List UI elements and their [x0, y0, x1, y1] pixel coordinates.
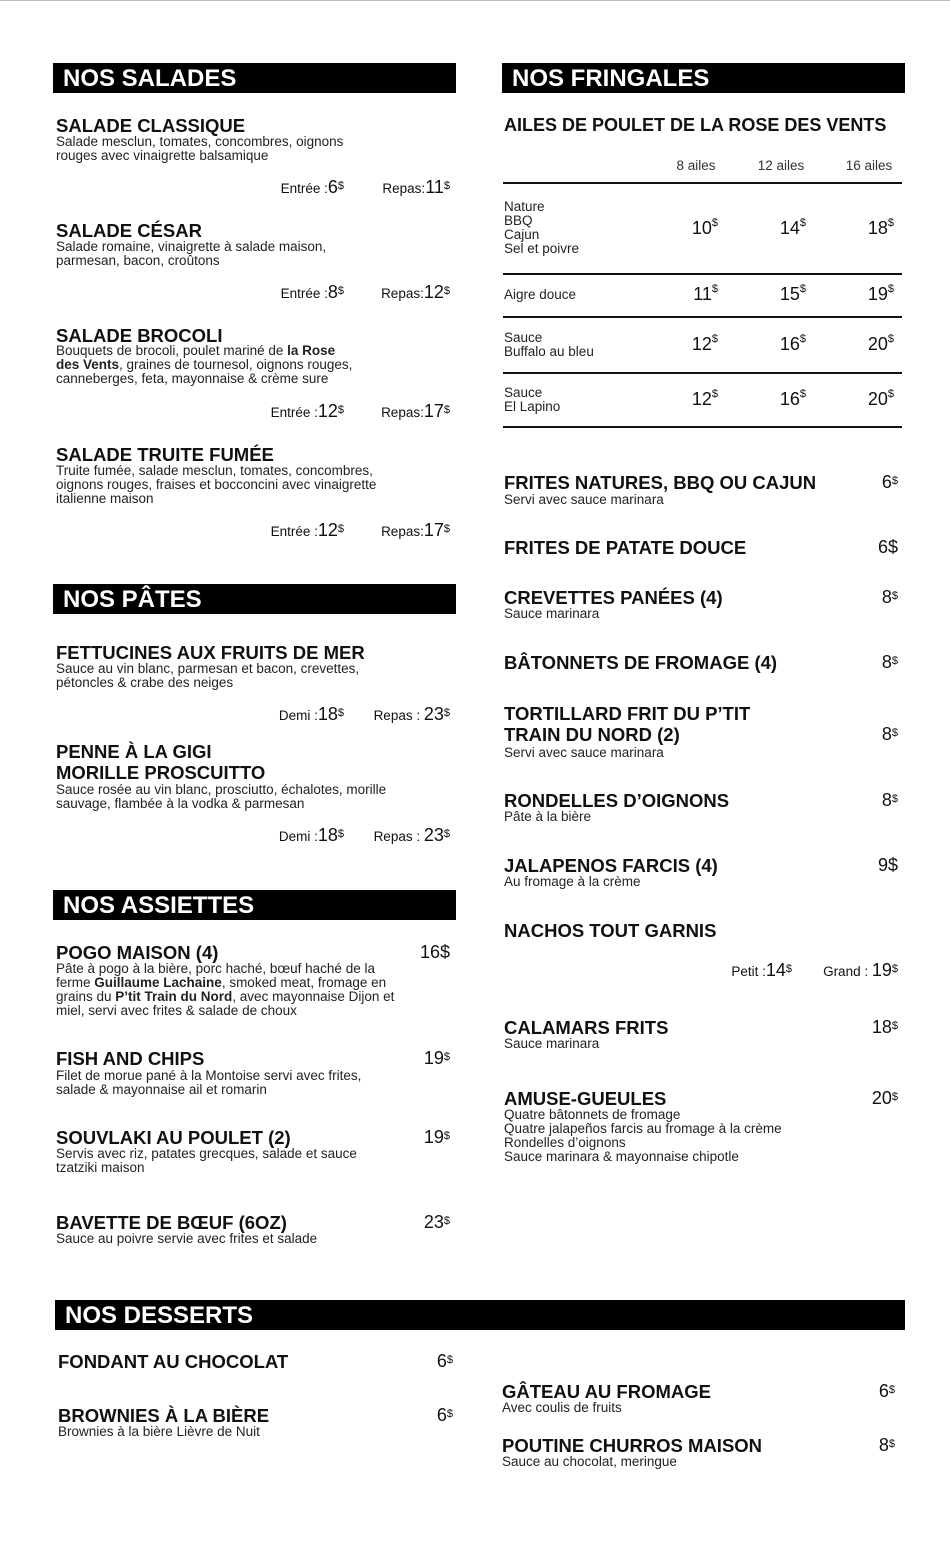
price-repas-salade-classique: Repas:11$ [382, 177, 450, 197]
item-price-fish-and-chips: 19$ [423, 1048, 450, 1068]
item-desc-salade-brocoli: Bouquets de brocoli, poulet mariné de la Rose des Vents, graines de tournesol, oignons rouges, canneberges, feta, mayonnaise & crème sure [56, 343, 353, 386]
item-desc-jalapenos: Au fromage à la crème [504, 874, 641, 889]
item-desc-tortillard: Servi avec sauce marinara [504, 745, 664, 760]
price-repas-salade-truite: Repas:17$ [381, 520, 450, 540]
item-desc-frites: Servi avec sauce marinara [504, 492, 664, 507]
ailes-flavors-3: Sauce Buffalo au bleu [504, 330, 594, 359]
item-desc-fettucines: Sauce au vin blanc, parmesan et bacon, crevettes, pétoncles & crabe des neiges [56, 661, 360, 690]
item-desc-salade-cesar: Salade romaine, vinaigrette à salade maison, parmesan, bacon, croûtons [56, 239, 327, 268]
item-title-bavette: BAVETTE DE BŒUF (6OZ) [56, 1212, 287, 1233]
item-title-fettucines: FETTUCINES AUX FRUITS DE MER [56, 642, 365, 663]
item-price-jalapenos: 9$ [877, 855, 898, 875]
section-header-fringales: NOS FRINGALES [502, 63, 905, 93]
price-entree-salade-cesar: Entrée :8$ [280, 282, 344, 302]
ailes-divider [503, 273, 902, 275]
item-title-tortillard: TORTILLARD FRIT DU P’TIT TRAIN DU NORD (2) [504, 703, 751, 745]
item-title-penne: PENNE À LA GIGI MORILLE PROSCUITTO [56, 741, 266, 783]
item-price-gateau: 6$ [878, 1381, 895, 1401]
ailes-price-1-16: 18$ [867, 217, 894, 238]
price-repas-penne: Repas : 23$ [373, 825, 450, 845]
item-price-frites: 6$ [881, 472, 898, 492]
item-desc-salade-classique: Salade mesclun, tomates, concombres, oignons rouges avec vinaigrette balsamique [56, 134, 344, 163]
price-repas-salade-brocoli: Repas:17$ [381, 401, 450, 421]
item-desc-amuse-gueules: Quatre bâtonnets de fromage Quatre jalapeños farcis au fromage à la crème Rondelles d’oignons Sauce marinara & mayonnaise chipotle [504, 1107, 782, 1164]
item-desc-pogo: Pâte à pogo à la bière, porc haché, bœuf haché de la ferme Guillaume Lachaine, smoked meat, fromage en grains du P’tit Train du Nord, avec mayonnaise Dijon et miel, servi avec frites & salade de choux [56, 961, 395, 1018]
item-desc-brownies: Brownies à la bière Lièvre de Nuit [58, 1424, 260, 1439]
item-desc-souvlaki: Servis avec riz, patates grecques, salade et sauce tzatziki maison [56, 1146, 357, 1175]
item-title-jalapenos: JALAPENOS FARCIS (4) [504, 855, 718, 876]
ailes-header-12: 12 ailes [757, 158, 805, 173]
ailes-title: AILES DE POULET DE LA ROSE DES VENTS [504, 115, 887, 135]
section-header-assiettes: NOS ASSIETTES [53, 890, 456, 920]
item-title-pogo: POGO MAISON (4) [56, 942, 219, 963]
item-title-calamars: CALAMARS FRITS [504, 1017, 669, 1038]
price-entree-salade-truite: Entrée :12$ [270, 520, 344, 540]
item-desc-crevettes: Sauce marinara [504, 606, 600, 621]
top-divider [0, 0, 950, 1]
item-title-brownies: BROWNIES À LA BIÈRE [58, 1405, 270, 1426]
item-title-salade-brocoli: SALADE BROCOLI [56, 325, 223, 346]
item-desc-bavette: Sauce au poivre servie avec frites et salade [56, 1231, 318, 1246]
price-entree-salade-brocoli: Entrée :12$ [270, 401, 344, 421]
item-price-batonnets: 8$ [881, 652, 898, 672]
ailes-price-4-16: 20$ [867, 388, 894, 409]
item-title-souvlaki: SOUVLAKI AU POULET (2) [56, 1127, 291, 1148]
item-price-crevettes: 8$ [881, 587, 898, 607]
price-demi-penne: Demi :18$ [278, 825, 344, 845]
item-title-salade-truite: SALADE TRUITE FUMÉE [56, 444, 274, 465]
ailes-header-16: 16 ailes [845, 158, 893, 173]
item-title-frites-patate-douce: FRITES DE PATATE DOUCE [504, 537, 747, 558]
item-title-crevettes: CREVETTES PANÉES (4) [504, 587, 723, 608]
ailes-price-4-12: 16$ [779, 388, 806, 409]
price-repas-fettucines: Repas : 23$ [373, 704, 450, 724]
item-title-batonnets: BÂTONNETS DE FROMAGE (4) [504, 652, 778, 673]
price-demi-fettucines: Demi :18$ [278, 704, 344, 724]
item-title-fish-and-chips: FISH AND CHIPS [56, 1048, 205, 1069]
price-entree-salade-classique: Entrée :6$ [280, 177, 344, 197]
ailes-price-2-12: 15$ [779, 283, 806, 304]
ailes-divider [503, 182, 902, 184]
ailes-price-4-8: 12$ [691, 388, 718, 409]
ailes-flavors-1: Nature BBQ Cajun Sel et poivre [504, 199, 580, 256]
ailes-price-1-12: 14$ [779, 217, 806, 238]
item-desc-calamars: Sauce marinara [504, 1036, 600, 1051]
ailes-divider [503, 316, 902, 318]
item-price-rondelles: 8$ [881, 790, 898, 810]
price-petit-nachos: Petit :14$ [731, 960, 792, 980]
ailes-price-3-12: 16$ [779, 333, 806, 354]
item-title-churros: POUTINE CHURROS MAISON [502, 1435, 763, 1456]
item-desc-salade-truite: Truite fumée, salade mesclun, tomates, concombres, oignons rouges, fraises et bocconcini avec vinaigrette italienne maison [56, 463, 377, 506]
ailes-divider [503, 372, 902, 374]
item-desc-fish-and-chips: Filet de morue pané à la Montoise servi avec frites, salade & mayonnaise ail et romarin [56, 1068, 362, 1097]
section-header-desserts: NOS DESSERTS [55, 1300, 905, 1330]
ailes-price-2-8: 11$ [693, 283, 718, 304]
ailes-header-8: 8 ailes [676, 158, 716, 173]
item-title-nachos: NACHOS TOUT GARNIS [504, 920, 717, 941]
item-price-fondant: 6$ [436, 1351, 453, 1371]
item-title-fondant: FONDANT AU CHOCOLAT [58, 1351, 289, 1372]
item-title-frites: FRITES NATURES, BBQ OU CAJUN [504, 472, 817, 493]
item-title-rondelles: RONDELLES D’OIGNONS [504, 790, 730, 811]
ailes-flavors-2: Aigre douce [504, 287, 577, 302]
ailes-divider [503, 426, 902, 428]
ailes-price-2-16: 19$ [867, 283, 894, 304]
price-repas-salade-cesar: Repas:12$ [381, 282, 450, 302]
item-price-churros: 8$ [878, 1435, 895, 1455]
ailes-price-1-8: 10$ [691, 217, 718, 238]
ailes-price-3-8: 12$ [691, 333, 718, 354]
section-header-pates: NOS PÂTES [53, 584, 456, 614]
price-grand-nachos: Grand : 19$ [823, 960, 898, 980]
item-title-salade-classique: SALADE CLASSIQUE [56, 115, 246, 136]
item-desc-churros: Sauce au chocolat, meringue [502, 1454, 677, 1469]
item-price-calamars: 18$ [871, 1017, 898, 1037]
item-price-pogo: 16$ [419, 942, 450, 962]
item-title-amuse-gueules: AMUSE-GUEULES [504, 1088, 667, 1109]
item-title-gateau: GÂTEAU AU FROMAGE [502, 1381, 711, 1402]
item-desc-gateau: Avec coulis de fruits [502, 1400, 622, 1415]
item-price-brownies: 6$ [436, 1405, 453, 1425]
ailes-flavors-4: Sauce El Lapino [504, 385, 561, 414]
item-price-bavette: 23$ [423, 1212, 450, 1232]
item-price-tortillard: 8$ [881, 724, 898, 744]
item-desc-rondelles: Pâte à la bière [504, 809, 592, 824]
item-price-souvlaki: 19$ [423, 1127, 450, 1147]
item-price-amuse-gueules: 20$ [871, 1088, 898, 1108]
section-header-salades: NOS SALADES [53, 63, 456, 93]
item-desc-penne: Sauce rosée au vin blanc, prosciutto, échalotes, morille sauvage, flambée à la vodka & parmesan [56, 782, 387, 811]
ailes-price-3-16: 20$ [867, 333, 894, 354]
item-price-frites-patate-douce: 6$ [877, 537, 898, 557]
item-title-salade-cesar: SALADE CÉSAR [56, 220, 202, 241]
